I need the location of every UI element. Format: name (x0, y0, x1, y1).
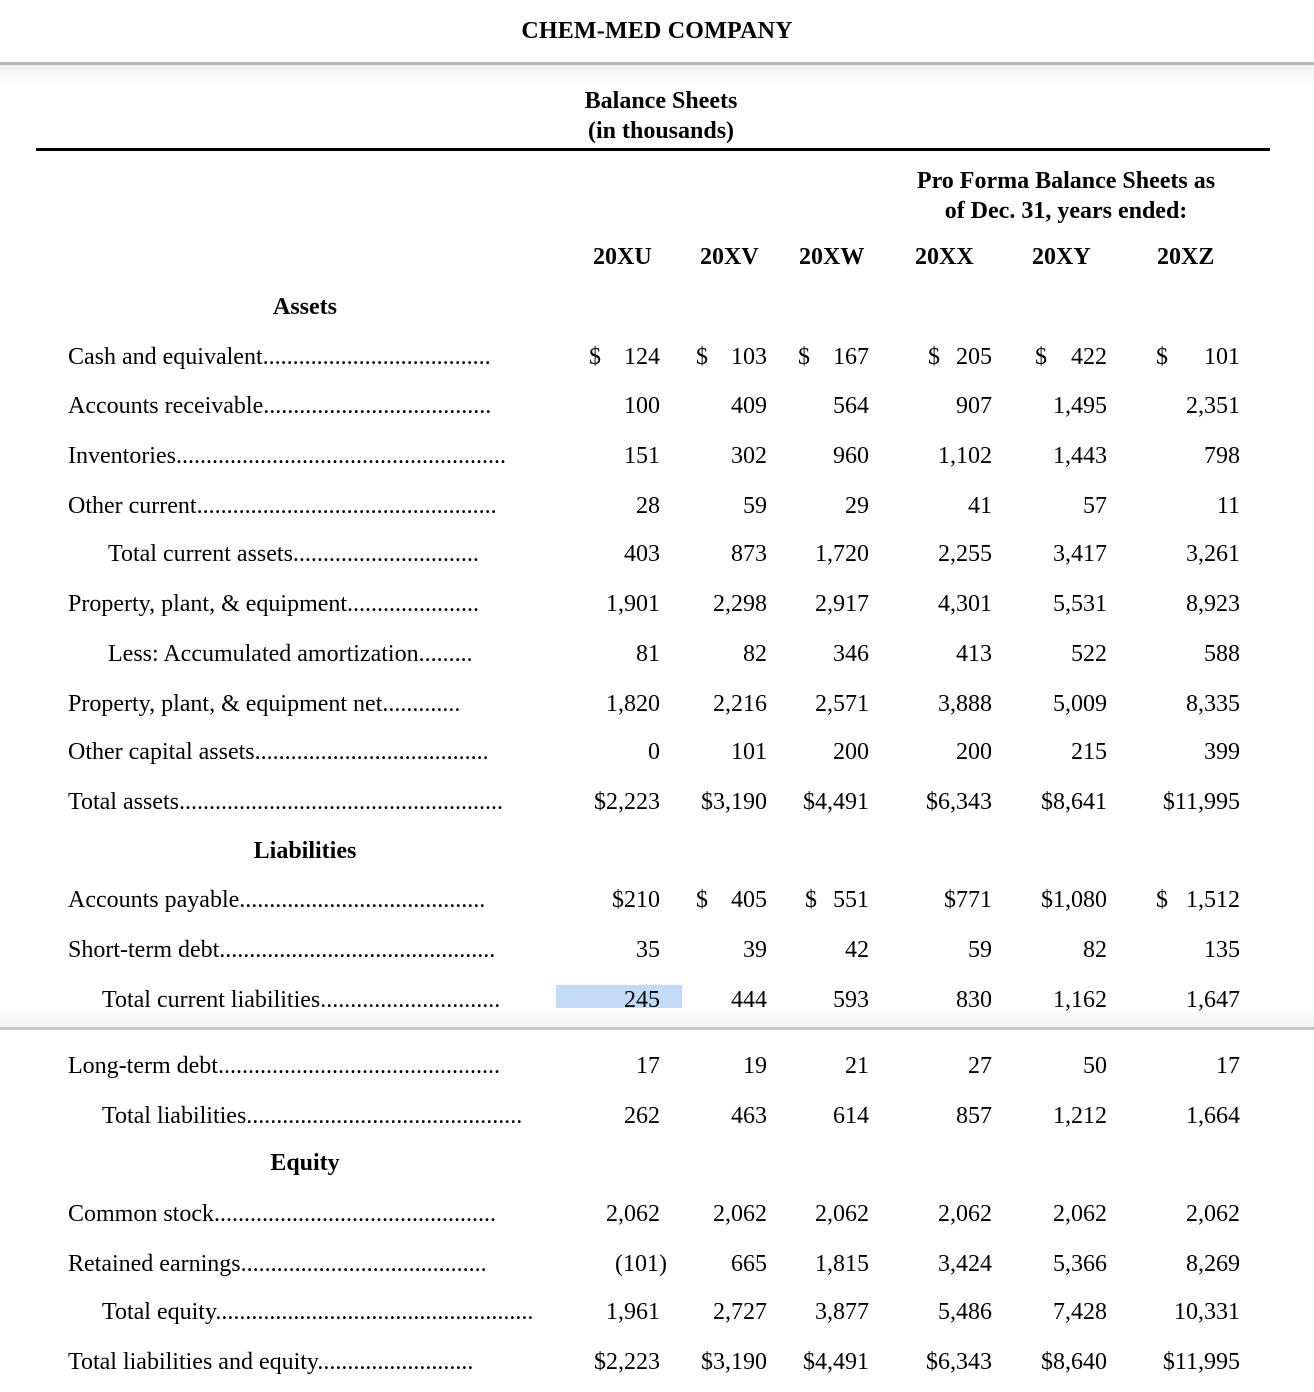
cell-common-stock-20xx[interactable]: 2,062 (938, 1201, 992, 1227)
row-label-accumulated-amortization: Less: Accumulated amortization......... (108, 641, 473, 667)
cell-total-equity-20xv[interactable]: 2,727 (713, 1299, 767, 1325)
cell-cash-20xv[interactable]: 103 (731, 344, 767, 370)
dollar-sign: $ (1156, 887, 1168, 913)
cell-short-term-debt-20xv[interactable]: 39 (743, 937, 767, 963)
cell-total-equity-20xx[interactable]: 5,486 (938, 1299, 992, 1325)
cell-accounts-payable-20xy[interactable]: $1,080 (1041, 887, 1107, 913)
cell-other-current-20xz[interactable]: 11 (1216, 493, 1240, 519)
year-header-20xz: 20XZ (1157, 244, 1215, 270)
cell-accumulated-amortization-20xv[interactable]: 82 (743, 641, 767, 667)
row-label-total-equity: Total equity..................................................... (102, 1299, 534, 1325)
proforma-heading-line2: of Dec. 31, years ended: (944, 198, 1188, 224)
cell-total-current-assets-20xu[interactable]: 403 (624, 541, 660, 567)
year-header-20xu: 20XU (593, 244, 652, 270)
row-label-short-term-debt: Short-term debt.............................................. (68, 937, 496, 963)
cell-accumulated-amortization-20xz[interactable]: 588 (1204, 641, 1240, 667)
cell-ppe-20xv[interactable]: 2,298 (713, 591, 767, 617)
cell-retained-earnings-20xu[interactable]: (101) (615, 1251, 667, 1277)
cell-accounts-receivable-20xx[interactable]: 907 (956, 393, 992, 419)
cell-other-capital-assets-20xu[interactable]: 0 (648, 739, 660, 765)
cell-short-term-debt-20xz[interactable]: 135 (1204, 937, 1240, 963)
cell-total-liabilities-and-equity-20xy[interactable]: $8,640 (1041, 1349, 1107, 1375)
cell-retained-earnings-20xw[interactable]: 1,815 (815, 1251, 869, 1277)
cell-ppe-20xz[interactable]: 8,923 (1186, 591, 1240, 617)
cell-retained-earnings-20xy[interactable]: 5,366 (1053, 1251, 1107, 1277)
cell-short-term-debt-20xy[interactable]: 82 (1083, 937, 1107, 963)
row-label-ppe: Property, plant, & equipment...................... (68, 591, 480, 617)
year-header-20xx: 20XX (915, 244, 974, 270)
cell-total-liabilities-20xv[interactable]: 463 (731, 1103, 767, 1129)
cell-common-stock-20xu[interactable]: 2,062 (606, 1201, 660, 1227)
cell-other-current-20xv[interactable]: 59 (743, 493, 767, 519)
statement-title-line2: (in thousands) (587, 118, 735, 144)
cell-total-current-liabilities-20xz[interactable]: 1,647 (1186, 987, 1240, 1013)
cell-long-term-debt-20xw[interactable]: 21 (845, 1053, 869, 1079)
cell-ppe-20xx[interactable]: 4,301 (938, 591, 992, 617)
cell-inventories-20xu[interactable]: 151 (624, 443, 660, 469)
proforma-heading (876, 166, 1256, 226)
top-separator-shadow (0, 65, 1314, 85)
header-rule (36, 148, 1270, 151)
cell-accounts-payable-20xu[interactable]: $210 (612, 887, 660, 913)
cell-total-current-liabilities-20xv[interactable]: 444 (731, 987, 767, 1013)
cell-short-term-debt-20xx[interactable]: 59 (968, 937, 992, 963)
cell-ppe-net-20xz[interactable]: 8,335 (1186, 691, 1240, 717)
cell-accounts-receivable-20xu[interactable]: 100 (624, 393, 660, 419)
row-label-retained-earnings: Retained earnings......................................... (68, 1251, 487, 1277)
row-label-total-current-assets: Total current assets............................... (108, 541, 479, 567)
cell-inventories-20xx[interactable]: 1,102 (938, 443, 992, 469)
cell-ppe-20xw[interactable]: 2,917 (815, 591, 869, 617)
cell-other-capital-assets-20xx[interactable]: 200 (956, 739, 992, 765)
statement-title-line1: Balance Sheets (584, 88, 738, 114)
row-label-total-current-liabilities: Total current liabilities.............................. (102, 987, 501, 1013)
cell-total-liabilities-20xz[interactable]: 1,664 (1186, 1103, 1240, 1129)
cell-total-current-liabilities-20xw[interactable]: 593 (833, 987, 869, 1013)
cell-long-term-debt-20xz[interactable]: 17 (1216, 1053, 1240, 1079)
row-label-inventories: Inventories....................................................... (68, 443, 506, 469)
cell-common-stock-20xv[interactable]: 2,062 (713, 1201, 767, 1227)
cell-long-term-debt-20xx[interactable]: 27 (968, 1053, 992, 1079)
cell-total-liabilities-and-equity-20xu[interactable]: $2,223 (594, 1349, 660, 1375)
page-break-separator (0, 1027, 1314, 1030)
cell-accounts-receivable-20xv[interactable]: 409 (731, 393, 767, 419)
cell-total-liabilities-and-equity-20xx[interactable]: $6,343 (926, 1349, 992, 1375)
cell-long-term-debt-20xy[interactable]: 50 (1083, 1053, 1107, 1079)
row-label-other-current: Other current.................................................. (68, 493, 497, 519)
cell-retained-earnings-20xv[interactable]: 665 (731, 1251, 767, 1277)
cell-total-equity-20xu[interactable]: 1,961 (606, 1299, 660, 1325)
cell-ppe-20xu[interactable]: 1,901 (606, 591, 660, 617)
dollar-sign: $ (928, 344, 940, 370)
proforma-heading-line1: Pro Forma Balance Sheets as (916, 168, 1216, 194)
cell-ppe-net-20xu[interactable]: 1,820 (606, 691, 660, 717)
cell-total-liabilities-and-equity-20xw[interactable]: $4,491 (803, 1349, 869, 1375)
row-label-other-capital-assets: Other capital assets....................................... (68, 739, 489, 765)
cell-total-assets-20xu[interactable]: $2,223 (594, 789, 660, 815)
cell-total-current-liabilities-20xx[interactable]: 830 (956, 987, 992, 1013)
cell-accounts-payable-20xz[interactable]: 1,512 (1186, 887, 1240, 913)
cell-total-liabilities-and-equity-20xv[interactable]: $3,190 (701, 1349, 767, 1375)
cell-total-assets-20xy[interactable]: $8,641 (1041, 789, 1107, 815)
cell-other-current-20xu[interactable]: 28 (636, 493, 660, 519)
dollar-sign: $ (798, 344, 810, 370)
cell-total-assets-20xv[interactable]: $3,190 (701, 789, 767, 815)
cell-retained-earnings-20xz[interactable]: 8,269 (1186, 1251, 1240, 1277)
cell-cash-20xy[interactable]: 422 (1071, 344, 1107, 370)
cell-accumulated-amortization-20xu[interactable]: 81 (636, 641, 660, 667)
cell-accumulated-amortization-20xw[interactable]: 346 (833, 641, 869, 667)
cell-accounts-payable-20xv[interactable]: 405 (731, 887, 767, 913)
cell-accumulated-amortization-20xx[interactable]: 413 (956, 641, 992, 667)
cell-total-liabilities-and-equity-20xz[interactable]: $11,995 (1162, 1349, 1240, 1375)
row-label-total-assets: Total assets...................................................... (68, 789, 503, 815)
cell-long-term-debt-20xv[interactable]: 19 (743, 1053, 767, 1079)
cell-retained-earnings-20xx[interactable]: 3,424 (938, 1251, 992, 1277)
row-label-common-stock: Common stock............................................... (68, 1201, 497, 1227)
cell-total-assets-20xz[interactable]: $11,995 (1162, 789, 1240, 815)
cell-other-current-20xw[interactable]: 29 (845, 493, 869, 519)
dollar-sign: $ (589, 344, 601, 370)
row-label-accounts-payable: Accounts payable......................................... (68, 887, 486, 913)
cell-total-equity-20xz[interactable]: 10,331 (1174, 1299, 1240, 1325)
year-header-20xv: 20XV (700, 244, 759, 270)
cell-cash-20xx[interactable]: 205 (956, 344, 992, 370)
cell-ppe-net-20xy[interactable]: 5,009 (1053, 691, 1107, 717)
section-assets: Assets (273, 294, 337, 320)
cell-total-liabilities-20xy[interactable]: 1,212 (1053, 1103, 1107, 1129)
section-liabilities: Liabilities (253, 838, 357, 864)
cell-inventories-20xw[interactable]: 960 (833, 443, 869, 469)
cell-short-term-debt-20xw[interactable]: 42 (845, 937, 869, 963)
cell-total-equity-20xy[interactable]: 7,428 (1053, 1299, 1107, 1325)
company-title: CHEM-MED COMPANY (521, 18, 793, 44)
cell-inventories-20xz[interactable]: 798 (1204, 443, 1240, 469)
cell-common-stock-20xz[interactable]: 2,062 (1186, 1201, 1240, 1227)
cell-accounts-payable-20xw[interactable]: 551 (833, 887, 869, 913)
cell-other-current-20xy[interactable]: 57 (1083, 493, 1107, 519)
year-header-20xy: 20XY (1032, 244, 1091, 270)
row-label-total-liabilities-and-equity: Total liabilities and equity.......................... (68, 1349, 474, 1375)
cell-total-current-liabilities-20xu[interactable]: 245 (624, 987, 660, 1013)
cell-accounts-payable-20xx[interactable]: $771 (944, 887, 992, 913)
cell-total-liabilities-20xw[interactable]: 614 (833, 1103, 869, 1129)
year-header-20xw: 20XW (799, 244, 865, 270)
cell-ppe-net-20xx[interactable]: 3,888 (938, 691, 992, 717)
cell-total-assets-20xw[interactable]: $4,491 (803, 789, 869, 815)
cell-ppe-net-20xw[interactable]: 2,571 (815, 691, 869, 717)
cell-other-capital-assets-20xz[interactable]: 399 (1204, 739, 1240, 765)
cell-accounts-receivable-20xy[interactable]: 1,495 (1053, 393, 1107, 419)
cell-long-term-debt-20xu[interactable]: 17 (636, 1053, 660, 1079)
cell-total-assets-20xx[interactable]: $6,343 (926, 789, 992, 815)
dollar-sign: $ (696, 887, 708, 913)
row-label-accounts-receivable: Accounts receivable...................................... (68, 393, 492, 419)
cell-common-stock-20xy[interactable]: 2,062 (1053, 1201, 1107, 1227)
cell-total-current-assets-20xv[interactable]: 873 (731, 541, 767, 567)
row-label-ppe-net: Property, plant, & equipment net............. (68, 691, 461, 717)
cell-total-current-assets-20xx[interactable]: 2,255 (938, 541, 992, 567)
cell-total-current-liabilities-20xy[interactable]: 1,162 (1053, 987, 1107, 1013)
cell-total-current-assets-20xz[interactable]: 3,261 (1186, 541, 1240, 567)
cell-accounts-receivable-20xz[interactable]: 2,351 (1186, 393, 1240, 419)
cell-total-liabilities-20xu[interactable]: 262 (624, 1103, 660, 1129)
cell-common-stock-20xw[interactable]: 2,062 (815, 1201, 869, 1227)
dollar-sign: $ (696, 344, 708, 370)
dollar-sign: $ (805, 887, 817, 913)
cell-short-term-debt-20xu[interactable]: 35 (636, 937, 660, 963)
cell-inventories-20xv[interactable]: 302 (731, 443, 767, 469)
statement-title (0, 86, 1314, 146)
row-label-total-liabilities: Total liabilities.............................................. (102, 1103, 523, 1129)
cell-other-capital-assets-20xv[interactable]: 101 (731, 739, 767, 765)
row-label-cash: Cash and equivalent...................................... (68, 344, 491, 370)
cell-other-capital-assets-20xw[interactable]: 200 (833, 739, 869, 765)
cell-total-liabilities-20xx[interactable]: 857 (956, 1103, 992, 1129)
cell-other-capital-assets-20xy[interactable]: 215 (1071, 739, 1107, 765)
dollar-sign: $ (1035, 344, 1047, 370)
cell-ppe-net-20xv[interactable]: 2,216 (713, 691, 767, 717)
cell-total-equity-20xw[interactable]: 3,877 (815, 1299, 869, 1325)
cell-total-current-assets-20xy[interactable]: 3,417 (1053, 541, 1107, 567)
cell-cash-20xw[interactable]: 167 (833, 344, 869, 370)
cell-accounts-receivable-20xw[interactable]: 564 (833, 393, 869, 419)
cell-cash-20xz[interactable]: 101 (1204, 344, 1240, 370)
cell-other-current-20xx[interactable]: 41 (968, 493, 992, 519)
section-equity: Equity (270, 1150, 340, 1176)
cell-total-current-assets-20xw[interactable]: 1,720 (815, 541, 869, 567)
cell-ppe-20xy[interactable]: 5,531 (1053, 591, 1107, 617)
cell-cash-20xu[interactable]: 124 (624, 344, 660, 370)
dollar-sign: $ (1156, 344, 1168, 370)
cell-accumulated-amortization-20xy[interactable]: 522 (1071, 641, 1107, 667)
cell-inventories-20xy[interactable]: 1,443 (1053, 443, 1107, 469)
row-label-long-term-debt: Long-term debt............................................... (68, 1053, 500, 1079)
